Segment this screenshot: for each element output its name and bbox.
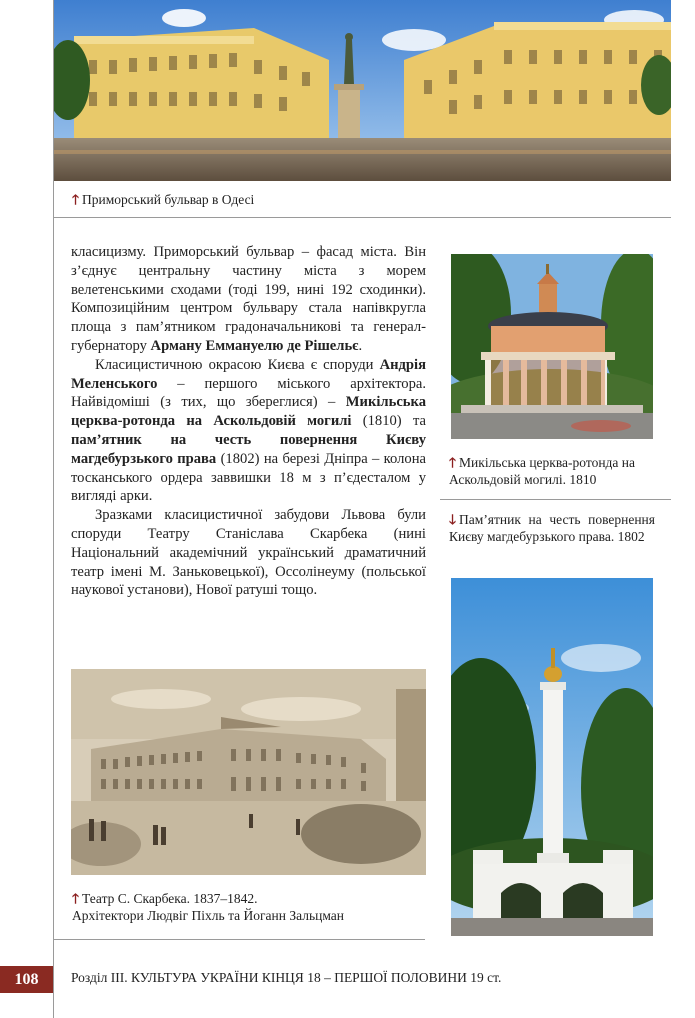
magdeburg-monument-photo	[451, 578, 653, 936]
arrow-up-icon: 🡑	[72, 192, 80, 207]
theatre-caption-line-1: 🡑 Театр С. Скарбека. 1837–1842.	[72, 891, 258, 906]
theatre-caption-line-2: Архітектори Людвіг Піхль та Йоганн Зальцман	[72, 908, 345, 923]
monument-caption-text: Пам’ятник на честь повернення Києву магдебурзького права. 1802	[449, 512, 655, 544]
arrow-up-icon: 🡑	[449, 455, 457, 470]
paragraph-1: класицизму. Приморський бульвар – фасад міста. Він з’єднує центральну частину міста з морем велетенськими сходами (тоді 199, нині 192 сходинки). Композиційним центром бульвару стала напівкругла площа з пам’ятником градоначальникові та генерал-губернатору Арману Еммануелю де Рішельє.	[71, 244, 426, 354]
divider-top	[54, 217, 671, 218]
paragraph-2: Класицистичною окрасою Києва є споруди Андрія Меленського – першого міського архітектора. Найвідоміші (з тих, що збереглися) – Микільська церква-ротонда на Аскольдовій могилі (1810) та пам’ятник на честь повернення Києву магдебурзького права (1802) на березі Дніпра – колона тосканського ордера заввишки 18 м з п’єдесталом у вигляді арки.	[71, 356, 426, 505]
main-text	[71, 243, 426, 600]
arrow-up-icon: 🡑	[72, 891, 80, 906]
odesa-boulevard-photo	[54, 0, 671, 181]
footer-section-title: Розділ ІІІ. КУЛЬТУРА УКРАЇНИ КІНЦЯ 18 – ПЕРШОЇ ПОЛОВИНИ 19 ст.	[71, 970, 502, 985]
page-number: 108	[0, 966, 53, 993]
church-caption	[449, 454, 659, 488]
odesa-photo-caption	[72, 191, 254, 208]
monument-caption	[449, 511, 655, 545]
theatre-caption	[72, 890, 432, 924]
skarbek-theatre-engraving	[71, 669, 426, 875]
church-caption-text: Микільська церква-ротонда на Аскольдовій могилі. 1810	[449, 455, 636, 487]
paragraph-3: Зразками класицистичної забудови Львова були споруди Театру Станіслава Скарбека (нині Національний академічний український драматичний театр імені М. Заньковецької), Оссолінеуму (польської наукової установи), Нової ратуші тощо.	[71, 507, 426, 599]
church-rotunda-photo	[451, 254, 653, 439]
divider-right	[440, 499, 671, 500]
odesa-caption-text: Приморський бульвар в Одесі	[82, 192, 255, 207]
divider-bottom	[54, 939, 425, 940]
arrow-down-icon: 🡓	[449, 512, 457, 527]
